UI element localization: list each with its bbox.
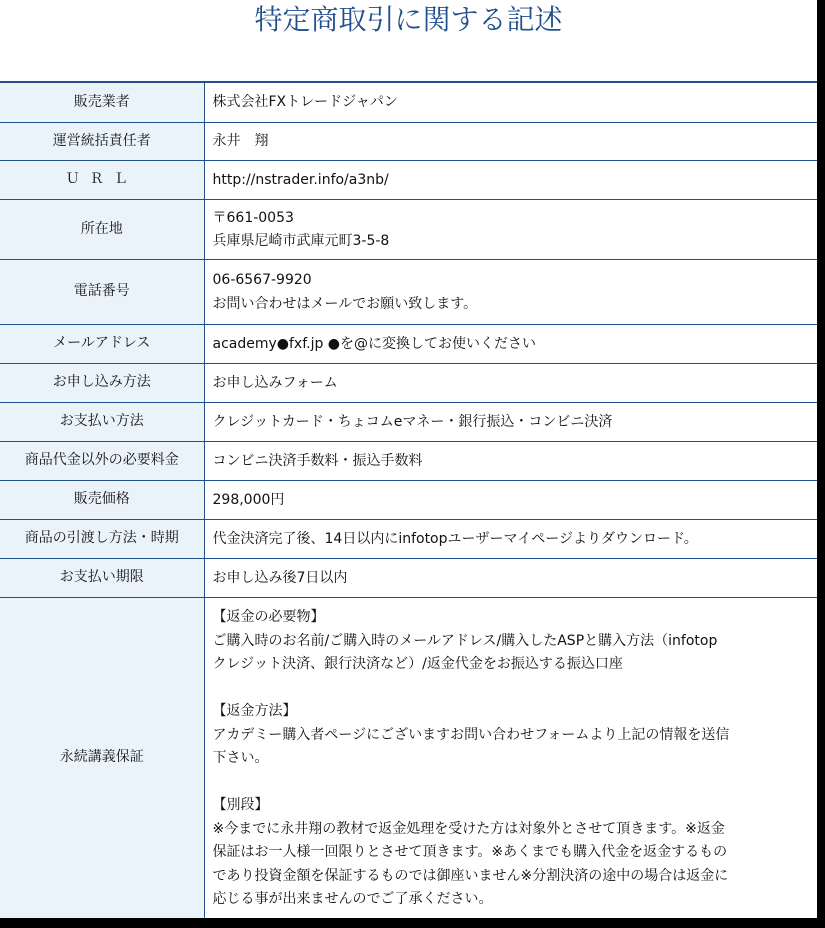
value-line: 保証はお一人様一回限りとさせて頂きます。※あくまでも購入代金を返金するもの <box>212 844 728 860</box>
row-value-price <box>204 481 817 520</box>
refund-method-heading: 【返金方法】 <box>212 703 297 719</box>
table-row <box>0 325 817 364</box>
table-row <box>0 123 817 161</box>
value-line: であり投資金額を保証するものでは御座いません※分割決済の途中の場合は返金に <box>212 867 729 884</box>
row-value-address <box>204 200 817 260</box>
value-line: 兵庫県尼崎市武庫元町3-5-8 <box>212 233 390 249</box>
value-line: 永井 翔 <box>212 133 269 150</box>
value-line: クレジットカード・ちょコムeマネー・銀行振込・コンビニ決済 <box>212 413 613 430</box>
row-label-address: 所在地 <box>0 200 204 260</box>
url-link[interactable]: http://nstrader.info/a3nb/ <box>212 171 389 188</box>
row-value-payment-deadline <box>204 559 817 598</box>
value-line: 代金決済完了後、14日以内にinfotopユーザーマイページよりダウンロード。 <box>212 530 698 547</box>
table-row <box>0 520 817 559</box>
row-label-manager: 運営統括責任者 <box>0 123 204 161</box>
row-label-url: ＵＲＬ <box>0 161 204 200</box>
row-value-phone <box>204 260 817 325</box>
row-value-email <box>204 325 817 364</box>
table-row <box>0 403 817 442</box>
table-row <box>0 598 817 919</box>
table-row <box>0 83 817 123</box>
value-line: 298,000円 <box>212 491 285 508</box>
row-value-manager <box>204 123 817 161</box>
page-title: 特定商取引に関する記述 <box>0 0 817 82</box>
value-line: お問い合わせはメールでお願い致します。 <box>212 295 478 312</box>
row-value-delivery <box>204 520 817 559</box>
value-line: アカデミー購入者ページにございますお問い合わせフォームより上記の情報を送信 <box>212 726 730 743</box>
value-line: academy●fxf.jp ●を@に変換してお使いください <box>212 335 537 352</box>
notes-heading: 【別段】 <box>212 797 269 813</box>
value-line: 株式会社FXトレードジャパン <box>212 94 398 111</box>
value-line: お申し込み後7日以内 <box>212 569 348 586</box>
table-row <box>0 364 817 403</box>
value-line: お申し込みフォーム <box>212 374 338 391</box>
value-line: コンビニ決済手数料・振込手数料 <box>212 452 423 469</box>
value-line: 応じる事が出来ませんのでご了承ください。 <box>212 891 493 907</box>
value-line: クレジット決済、銀行決済など）/返金代金をお振込する振込口座 <box>212 656 623 672</box>
refund-requirements-heading: 【返金の必要物】 <box>212 609 325 625</box>
row-label-apply-method: お申し込み方法 <box>0 364 204 403</box>
table-row <box>0 260 817 325</box>
value-line: 〒661-0053 <box>212 209 294 226</box>
value-line: ご購入時のお名前/ご購入時のメールアドレス/購入したASPと購入方法（infotop <box>212 632 718 649</box>
spacer <box>213 677 812 701</box>
row-label-payment-method: お支払い方法 <box>0 403 204 442</box>
row-label-email: メールアドレス <box>0 325 204 364</box>
row-value-seller <box>204 83 817 123</box>
table-row <box>0 559 817 598</box>
row-value-payment-method <box>204 403 817 442</box>
row-label-phone: 電話番号 <box>0 260 204 325</box>
table-row <box>0 161 817 200</box>
table-row <box>0 481 817 520</box>
value-line: ※今までに永井翔の教材で返金処理を受けた方は対象外とさせて頂きます。※返金 <box>212 820 725 837</box>
row-value-url <box>204 161 817 200</box>
row-label-guarantee: 永続講義保証 <box>0 598 204 919</box>
row-label-delivery: 商品の引渡し方法・時期 <box>0 520 204 559</box>
row-label-seller: 販売業者 <box>0 83 204 123</box>
spacer <box>213 771 812 795</box>
row-label-payment-deadline: お支払い期限 <box>0 559 204 598</box>
row-value-extra-fees <box>204 442 817 481</box>
row-value-apply-method <box>204 364 817 403</box>
value-line: 06-6567-9920 <box>212 272 312 288</box>
table-row <box>0 200 817 260</box>
commerce-disclosure-table <box>0 82 817 918</box>
value-line: 下さい。 <box>212 750 269 766</box>
row-label-price: 販売価格 <box>0 481 204 520</box>
row-label-extra-fees: 商品代金以外の必要料金 <box>0 442 204 481</box>
table-row <box>0 442 817 481</box>
row-value-guarantee <box>204 598 817 919</box>
